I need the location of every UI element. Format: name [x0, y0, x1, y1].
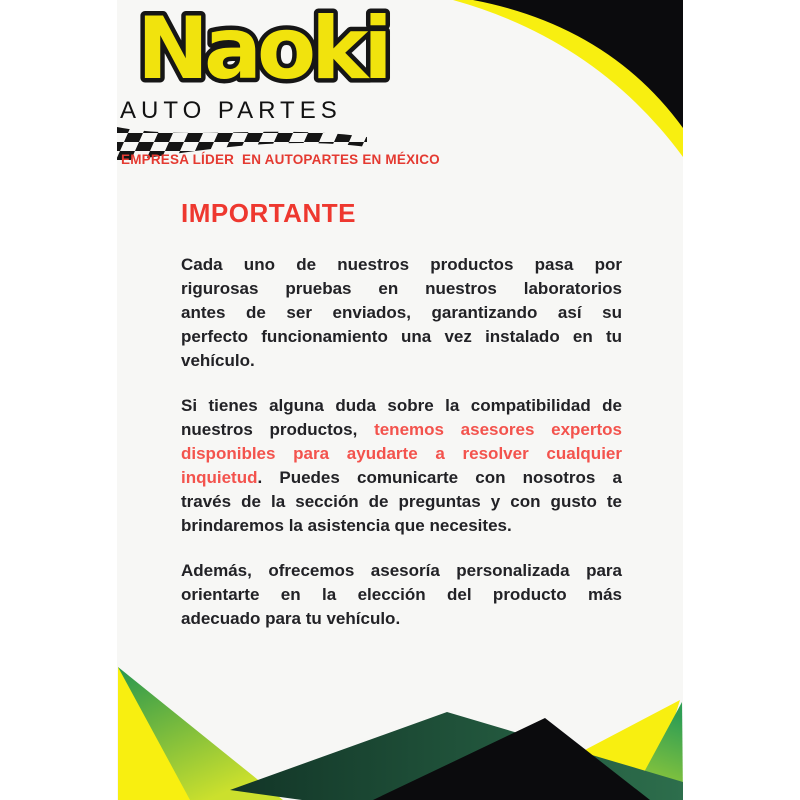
corner-yellow-stripe [453, 0, 683, 157]
body-text: nuestros productos, [181, 420, 375, 439]
paragraph-line [181, 583, 622, 607]
naoki-logo [135, 0, 388, 102]
body-text: vehículo. [181, 351, 255, 370]
body-copy [181, 253, 622, 652]
importante-heading: IMPORTANTE [181, 198, 356, 228]
paragraph-line [181, 559, 622, 583]
body-text: perfecto funcionamiento una vez instalado en tu [181, 327, 622, 346]
paragraph [181, 253, 622, 373]
bottom-right-yellow-triangle [562, 700, 680, 800]
paragraph-line [181, 349, 622, 373]
corner-black-shape [473, 0, 683, 128]
body-text: Cada uno de nuestros productos pasa por [181, 255, 622, 274]
brand-subtitle: AUTO PARTES [120, 97, 342, 124]
brand-tagline: EMPRESA LÍDER EN AUTOPARTES EN MÉXICO [121, 152, 440, 167]
body-text: adecuado para tu vehículo. [181, 609, 401, 628]
highlighted-text: disponibles para ayudarte a resolver cualquier [181, 444, 622, 463]
bottom-left-yellow-triangle [118, 667, 190, 800]
bottom-left-green-triangle [118, 667, 283, 800]
body-text: través de la sección de preguntas y con gusto te [181, 492, 622, 511]
paragraph [181, 559, 622, 631]
bottom-right-green-triangle [629, 702, 683, 800]
paragraph-line [181, 490, 622, 514]
paragraph [181, 394, 622, 538]
body-text: antes de ser enviados, garantizando así su [181, 303, 622, 322]
paragraph-line [181, 514, 622, 538]
paragraph-line [181, 301, 622, 325]
body-text: rigurosas pruebas en nuestros laboratorios [181, 279, 622, 298]
paragraph-line [181, 442, 622, 466]
bottom-decoration [117, 650, 683, 800]
flyer-card [117, 0, 683, 800]
paragraph-line [181, 394, 622, 418]
paragraph-line [181, 607, 622, 631]
paragraph-line [181, 325, 622, 349]
bottom-dark-green-wedge [230, 712, 683, 800]
paragraph-line [181, 418, 622, 442]
paragraph-line [181, 253, 622, 277]
bottom-black-mountain [373, 718, 650, 800]
body-text: Además, ofrecemos asesoría personalizada para [181, 561, 622, 580]
naoki-logo-text: Naoki [137, 0, 388, 99]
highlighted-text: tenemos asesores expertos [374, 420, 622, 439]
highlighted-text: inquietud [181, 468, 258, 487]
body-text: Si tienes alguna duda sobre la compatibilidad de [181, 396, 622, 415]
paragraph-line [181, 466, 622, 490]
paragraph-line [181, 277, 622, 301]
body-text: orientarte en la elección del producto más [181, 585, 622, 604]
body-text: brindaremos la asistencia que necesites. [181, 516, 512, 535]
body-text: . Puedes comunicarte con nosotros a [257, 468, 622, 487]
